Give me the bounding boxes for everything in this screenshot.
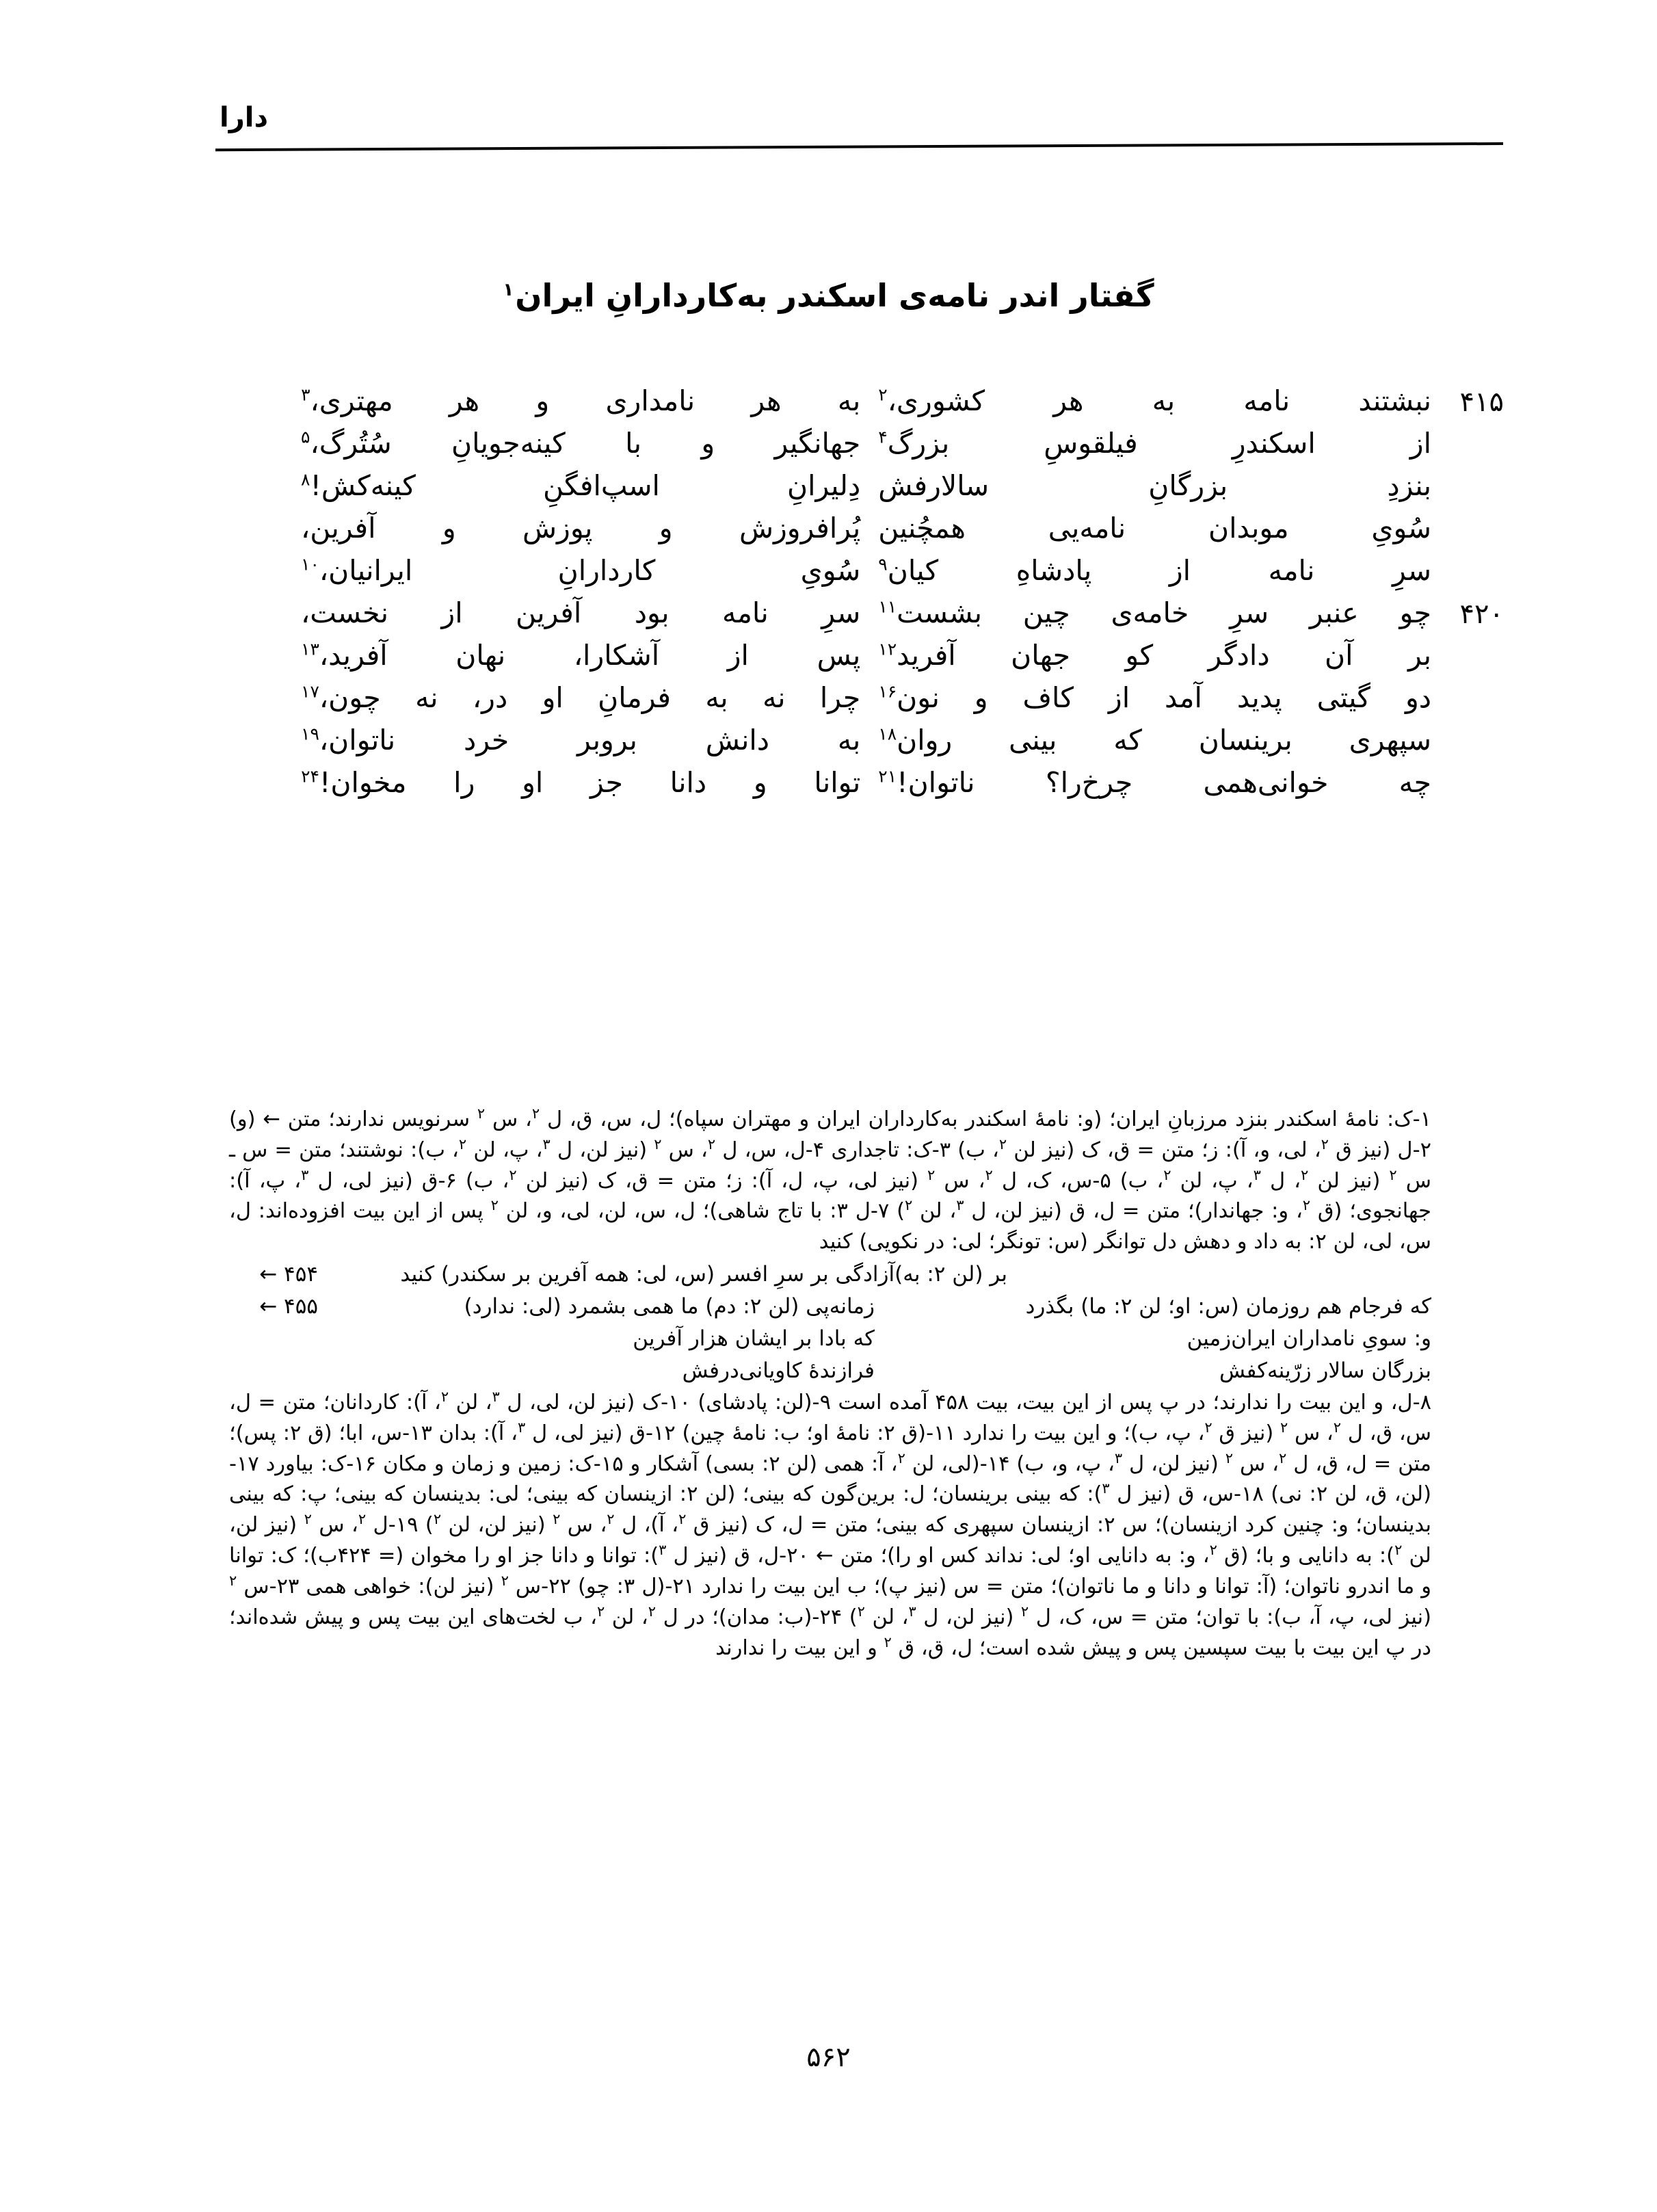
apparatus-paragraph-2: ۸-ل، و این بیت را ندارند؛ در پ پس از این بیت، بیت ۴۵۸ آمده است ۹-(لن: پادشای) ۱۰-ک (نیز لن، لی، ل $^۳$، لن $^۲$، آ): کاردانان؛ متن = ل، س، ق، ل $^۲$، س $^۲$ (نیز ق $^۲$، پ، ب)؛ و این بیت را ندارد ۱۱-(ق ۲: نامهٔ او؛ ب: نامهٔ چین) ۱۲-ق (نیز لی، ل $^۳$، آ): بدان ۱۳-س، ابا؛ (ق ۲: پس)؛ متن = ل، ق، ل $^۲$، س $^۲$ (نیز لن، ل $^۳$، پ، و، ب) ۱۴-(لی، لن $^۲$، آ: همی (لن ۲: بسی) آشکار و ۱۵-ک: زمین و زمان و مکان ۱۶-ک: بیاورد ۱۷-(لن، ق، لن ۲: نی) ۱۸-س، ق (نیز ل $^۳$): که بینی برینسان؛ ل: برین‌گون که بینی؛ (لن ۲: ازینسان که بینی؛ لی: بدینسان که بینی؛ پ: که بینی بدینسان؛ و: چنین کرد ازینسان)؛ س ۲: ازینسان سپهری که بینی؛ متن = ل، ک (نیز ق $^۲$، آ)، ل $^۲$، س $^۲$ (نیز لن، لن $^۲$) ۱۹-ل $^۲$، س $^۲$ (نیز لن، لن $^۲$): به دانایی و با؛ (ق $^۲$، و: به دانایی او؛ لی: نداند کس او را)؛ متن ← ۲۰-ل، ق (نیز ل $^۳$): توانا و دانا جز او را مخوان (= ۴۲۴ب)؛ ک: توانا و ما اندرو ناتوان؛ (آ: توانا و دانا و ما ناتوان)؛ متن = س (نیز پ)؛ ب این بیت را ندارد ۲۱-(ل ۳: چو) ۲۲-س $^۲$ (نیز لن): خواهی همی ۲۳-س $^۲$ (نیز لی، پ، آ، ب): با توان؛ متن = س، ک، ل $^۲$ (نیز لن، ل $^۳$، لن $^۲$) ۲۴-(ب: مدان)؛ در ل $^۲$، لن $^۲$، ب لخت‌های این بیت پس و پیش شده‌اند؛ در پ این بیت با بیت سپسین پس و پیش شده است؛ ل، ق، ق $^۲$ و این بیت را ندارند (229, 1388, 1432, 1660)
verse-word: نامه (721, 596, 769, 630)
section-title-note-marker: ۱ (503, 279, 514, 300)
verse-line (301, 471, 1431, 501)
siglum-superscript: ۲ (304, 1511, 312, 1528)
verse-word: از (1108, 681, 1130, 715)
verse-word: نهان (455, 639, 506, 672)
verse-line (301, 683, 1431, 713)
hemistich-first-words (878, 429, 1431, 458)
verse-word: سرِ (1230, 596, 1269, 630)
siglum-superscript: ۳ (1114, 1449, 1123, 1466)
verse-word: به (705, 681, 728, 715)
hemistich-second-words (301, 598, 860, 628)
verse-word: دِلیرانِ (787, 469, 861, 503)
siglum-superscript: ۲ (678, 1511, 687, 1528)
verse-word: نامه‌یی (1048, 512, 1126, 545)
hemistich-first-words (878, 471, 1431, 501)
footnote-marker: ۱۹ (301, 724, 319, 744)
siglum-superscript: ۲ (707, 1135, 716, 1153)
verse-number: ۴۱۵ (1459, 386, 1504, 418)
verse-line (301, 429, 1431, 458)
hemistich-first-words (878, 598, 1431, 628)
inset-verse-hemistichs (318, 1324, 1431, 1354)
inset-verse-line (229, 1324, 1431, 1354)
hemistich-second (301, 726, 860, 755)
verse-word: آشکارا، (573, 639, 660, 672)
footnote-marker: ۹ (878, 554, 888, 575)
siglum-superscript: ۲ (1321, 1135, 1329, 1153)
section-title-text: گفتار اندر نامه‌ی اسکندر به‌کاردارانِ ایران (515, 277, 1154, 314)
verse-word: پادشاهِ (1016, 554, 1092, 588)
verse-word: از (1409, 427, 1431, 460)
verse-word: چه (1398, 766, 1431, 800)
hemistich-second-words (301, 768, 860, 798)
hemistich-first-words (878, 641, 1431, 670)
verse-word: نامه (1268, 554, 1315, 588)
running-head: دارا (220, 102, 268, 133)
hemistich-first (860, 726, 1431, 755)
verse-word: سُتُرگ،$^۵$ (301, 427, 392, 460)
page-number: ۵۶۲ (806, 2042, 851, 2073)
siglum-superscript: ۲ (904, 1197, 913, 1214)
hemistich-second (301, 768, 860, 798)
siglum-superscript: ۲ (1279, 1449, 1287, 1466)
verse-word: جهان (1011, 639, 1070, 672)
siglum-superscript: ۲ (1389, 1166, 1397, 1183)
hemistich-second-words (301, 554, 861, 588)
verse-word: توانا (814, 766, 861, 800)
verse-word: پُرافروزش (739, 512, 861, 545)
verse-word: بر (1407, 639, 1431, 672)
siglum-superscript: ۲ (509, 1166, 517, 1183)
footnote-marker: ۲۴ (301, 766, 319, 787)
footnote-marker: ۱۶ (878, 681, 897, 702)
verse-word: به (1152, 384, 1176, 417)
hemistich-second-words (301, 386, 860, 416)
verse-word: نه (415, 681, 438, 715)
hemistich-second (301, 641, 860, 670)
verse-word: و (701, 427, 715, 460)
verse-word: جهانگیر (774, 427, 861, 460)
verse-word: ناتوان،$^{۱۹}$ (301, 724, 396, 757)
inset-hemistich-second: زمانه‌پی (لن ۲: دم) ما همی بشمرد (لی: ندارد) (464, 1294, 875, 1319)
verse-word: سُویِ (800, 554, 861, 588)
hemistich-first-words (878, 768, 1431, 798)
hemistich-second (301, 683, 860, 713)
verse-word: نامداری (605, 384, 695, 417)
verse-word: به (837, 724, 861, 757)
verse-word: بشست$^{۱۱}$ (878, 596, 982, 630)
verse-word: فیلقوسِ (1044, 427, 1138, 460)
verse-word: همچُنین (878, 512, 966, 545)
verse-word: چون،$^{۱۷}$ (301, 681, 381, 715)
apparatus-paragraph-1: ۱-ک: نامهٔ اسکندر بنزد مرزبانِ ایران؛ (و: نامهٔ اسکندر به‌کارداران ایران و مهتران سپاه)؛ ل، س، ق، ل $^۲$، س $^۲$ سرنویس ندارند؛ متن ← (و) ۲-ل (نیز ق $^۲$، لی، و، آ): ز؛ متن = ق، ک (نیز لن $^۲$، ب) ۳-ک: تاجداری ۴-ل، س، ل $^۲$، س $^۲$ (نیز لن، ل $^۳$، پ، لن $^۲$، ب): نوشتند؛ متن = س ـ س $^۲$ (نیز لن $^۲$، ل $^۳$، پ، لن $^۲$، ب) ۵-س، ک، ل $^۲$، س $^۲$ (نیز لی، پ، ل، آ): ز؛ متن = ق، ک (نیز لن $^۲$، ب) ۶-ق (نیز لی، ل $^۳$، پ، آ): جهانجوی؛ (ق $^۲$، و: جهاندار)؛ متن = ل، ق (نیز لن، ل $^۳$، لن $^۲$) ۷-ل ۳: با تاج شاهی)؛ ل، س، لن، لی، و، لن $^۲$ پس از این بیت افزوده‌اند: ل، س، لی، لن ۲: به داد و دهش دل توانگر (س: تونگر؛ لی: در نکویی) کنید (229, 1105, 1431, 1254)
siglum-superscript: ۲ (229, 1572, 237, 1589)
siglum-superscript: ۲ (553, 1511, 561, 1528)
verse-word: کاف (1022, 681, 1074, 715)
verse-word: دانا (670, 766, 707, 800)
siglum-superscript: ۲ (1020, 1603, 1029, 1620)
verse-word: با (625, 427, 642, 460)
verse-word: و (753, 766, 767, 800)
siglum-superscript: ۲ (440, 1388, 449, 1405)
hemistich-first-words (878, 683, 1431, 713)
verse-word: و (659, 512, 673, 545)
siglum-superscript: ۲ (458, 1135, 467, 1153)
inset-hemistich-first: بزرگان سالار زرّینه‌کفش (1219, 1358, 1431, 1383)
hemistich-second (301, 386, 860, 416)
verse-word: کیان$^۹$ (878, 554, 939, 588)
siglum-superscript: ۲ (1163, 1166, 1171, 1183)
verse-word: بزرگ$^۴$ (878, 427, 950, 460)
inset-hemistich-second: که بادا بر ایشان هزار آفرین (633, 1326, 875, 1352)
hemistich-first (860, 554, 1431, 588)
verse-word: خوانی‌همی (1203, 766, 1329, 800)
inset-verse-hemistichs (318, 1259, 1007, 1290)
header-rule (215, 142, 1503, 151)
verse-word: کشوری،$^۲$ (878, 384, 985, 417)
siglum-superscript: ۲ (985, 1166, 993, 1183)
verse-word: دادگر (1208, 639, 1270, 672)
siglum-superscript: ۳ (492, 1388, 500, 1405)
verse-word: که (1113, 724, 1142, 757)
verse-line (301, 641, 1431, 670)
footnote-marker: ۱۳ (301, 639, 319, 659)
siglum-superscript: ۲ (477, 1105, 486, 1122)
verse-word: نخست، (301, 596, 388, 630)
inset-hemistich-first: و: سویِ نامداران ایران‌زمین (1187, 1326, 1431, 1352)
verse-word: آن (1325, 639, 1353, 672)
verse-word: خرد (463, 724, 509, 757)
verse-word: و (535, 384, 550, 417)
verse-line (301, 514, 1431, 543)
footnote-marker: ۳ (301, 384, 310, 405)
verse-word: فرمانِ (598, 681, 671, 715)
siglum-superscript: ۳ (301, 1166, 309, 1183)
verse-word: او (522, 766, 544, 800)
verse-word: کاردارانِ (557, 554, 656, 588)
verse-word: سپهری (1349, 724, 1431, 757)
inset-verse-hemistichs (318, 1291, 1431, 1322)
hemistich-first (860, 471, 1431, 501)
verse-word: سرِ (821, 596, 861, 630)
hemistich-second (301, 514, 860, 543)
hemistich-first (860, 596, 1504, 631)
verse-word: نامه (1243, 384, 1290, 417)
verse-word: گیتی (1316, 681, 1371, 715)
verse-word: آمد (1165, 681, 1202, 715)
hemistich-first-words (878, 726, 1431, 755)
siglum-superscript: ۳ (1102, 1480, 1110, 1497)
verse-word: بینی (1009, 724, 1057, 757)
section-title (0, 274, 1657, 317)
hemistich-first-words (878, 386, 1431, 416)
footnote-marker: ۱۰ (301, 554, 319, 575)
siglum-superscript: ۲ (648, 1603, 656, 1620)
siglum-superscript: ۲ (531, 1105, 540, 1122)
hemistich-second (301, 471, 860, 501)
siglum-superscript: ۲ (1204, 1419, 1212, 1436)
verse-word: از (441, 596, 463, 630)
verse-word: موبدان (1208, 512, 1289, 545)
verse-word: را (453, 766, 475, 800)
hemistich-first (860, 429, 1431, 458)
hemistich-first (860, 514, 1431, 543)
hemistich-second-words (301, 429, 860, 458)
verse-word: بزرگانِ (1148, 469, 1228, 503)
inset-verse-line (229, 1259, 1431, 1290)
siglum-superscript: ۲ (884, 1633, 892, 1650)
running-head-area (215, 103, 1503, 145)
siglum-superscript: ۳ (908, 1603, 916, 1620)
footnote-marker: ۴ (878, 427, 888, 447)
verse-word: آفرین (516, 596, 582, 630)
hemistich-second-words (301, 683, 860, 713)
verse-word: نبشتند (1358, 384, 1431, 417)
verse-word: پس (817, 639, 861, 672)
siglum-superscript: ۲ (1333, 1419, 1342, 1436)
footnote-marker: ۱۸ (878, 724, 897, 744)
footnote-marker: ۵ (301, 427, 310, 447)
verse-word: اسکندرِ (1232, 427, 1316, 460)
verse-word: هر (1053, 384, 1084, 417)
footnote-marker: ۱۱ (878, 596, 897, 617)
verse-word: دو (1405, 681, 1431, 715)
siglum-superscript: ۲ (433, 1511, 442, 1528)
verse-word: هر (449, 384, 480, 417)
verse-word: عنبر (1309, 596, 1359, 630)
siglum-superscript: ۲ (490, 1197, 499, 1214)
inset-verse-line (229, 1291, 1431, 1322)
inset-verse-number: ۴۵۵ ← (259, 1294, 318, 1319)
siglum-superscript: ۳ (659, 1541, 667, 1558)
verse-line (301, 384, 1504, 418)
verse-word: ایرانیان،$^{۱۰}$ (301, 554, 413, 588)
footnote-marker: ۸ (301, 469, 310, 490)
inset-verse-line (229, 1356, 1431, 1386)
inset-hemistich-first: که فرجام هم روزمان (س: او؛ لن ۲: ما) بگذرد (1025, 1294, 1431, 1319)
verse-word: و (442, 512, 456, 545)
verse-word: نه (763, 681, 786, 715)
inset-hemistich-first: بر (لن ۲: به)آزادگی بر سرِ افسر (س، لی: همه آفرین بر سکندر) کنید (400, 1262, 1007, 1287)
siglum-superscript: ۲ (927, 1166, 936, 1183)
hemistich-second-words (301, 514, 860, 543)
siglum-superscript: ۲ (501, 1572, 509, 1589)
verse-word: آفرید$^{۱۲}$ (878, 639, 956, 672)
verse-word: نون$^{۱۶}$ (878, 681, 940, 715)
verse-line (301, 596, 1504, 631)
verse-word: کو (1125, 639, 1154, 672)
verse-word: آفرین، (301, 512, 376, 545)
footnote-marker: ۱۷ (301, 681, 319, 702)
verse-line (301, 726, 1431, 755)
siglum-superscript: ۲ (857, 1603, 865, 1620)
siglum-superscript: ۳ (956, 1197, 964, 1214)
footnote-apparatus (229, 1105, 1431, 1665)
verse-block (301, 384, 1504, 811)
inset-hemistich-second: فرازندهٔ کاویانی‌درفش (682, 1358, 875, 1383)
verse-line (301, 768, 1431, 798)
verse-word: پوزش (522, 512, 593, 545)
inset-verse-number: ۴۵۴ ← (259, 1262, 318, 1287)
verse-word: چرا (819, 681, 861, 715)
verse-word: خامه‌ی (1111, 596, 1189, 630)
verse-word: بروبر (577, 724, 637, 757)
verse-word: پدید (1236, 681, 1282, 715)
footnote-marker: ۱۲ (878, 639, 897, 659)
verse-word: اسپ‌افگنِ (543, 469, 660, 503)
hemistich-first (860, 768, 1431, 798)
verse-number: ۴۲۰ (1459, 598, 1504, 631)
verse-word: هر (751, 384, 782, 417)
siglum-superscript: ۲ (897, 1449, 905, 1466)
verse-word: از (727, 639, 749, 672)
inset-verse-hemistichs (318, 1356, 1431, 1386)
verse-word: چو (1399, 596, 1431, 630)
siglum-superscript: ۲ (1394, 1541, 1403, 1558)
verse-word: و (974, 681, 988, 715)
verse-word: چرخ‌را؟ (1045, 766, 1133, 800)
hemistich-first-words (878, 514, 1431, 543)
verse-word: سُویِ (1371, 512, 1431, 545)
verse-word: دانش (705, 724, 770, 757)
verse-word: مخوان!$^{۲۴}$ (301, 766, 407, 800)
siglum-superscript: ۲ (607, 1511, 615, 1528)
siglum-superscript: ۲ (1209, 1541, 1217, 1558)
verse-word: از (1169, 554, 1191, 588)
hemistich-first (860, 384, 1504, 418)
hemistich-second-words (301, 471, 860, 501)
hemistich-first-words (878, 554, 1431, 588)
siglum-superscript: ۲ (654, 1135, 662, 1153)
verse-word: بود (634, 596, 670, 630)
siglum-superscript: ۲ (1301, 1166, 1309, 1183)
verse-word: ناتوان!$^{۲۱}$ (878, 766, 975, 800)
footnote-marker: ۲۱ (878, 766, 897, 787)
inset-verse-citations (229, 1259, 1431, 1386)
verse-word: بنزدِ (1387, 469, 1431, 503)
siglum-superscript: ۲ (1302, 1197, 1311, 1214)
siglum-superscript: ۳ (517, 1419, 526, 1436)
siglum-superscript: ۳ (542, 1135, 551, 1153)
hemistich-second-words (301, 726, 860, 755)
siglum-superscript: ۳ (1253, 1166, 1261, 1183)
verse-word: سرِ (1392, 554, 1431, 588)
hemistich-first (860, 641, 1431, 670)
siglum-superscript: ۲ (1225, 1449, 1234, 1466)
verse-word: روان$^{۱۸}$ (878, 724, 953, 757)
verse-word: در، (472, 681, 508, 715)
verse-word: سالارفش (878, 469, 990, 503)
verse-word: برینسان (1198, 724, 1293, 757)
footnote-marker: ۲ (878, 384, 888, 405)
verse-word: مهتری،$^۳$ (301, 384, 393, 417)
verse-word: جز (589, 766, 623, 800)
verse-word: او (542, 681, 564, 715)
verse-word: آفرید،$^{۱۳}$ (301, 639, 388, 672)
verse-word: کینه‌جویانِ (451, 427, 566, 460)
verse-word: کینه‌کش!$^۸$ (301, 469, 416, 503)
hemistich-first (860, 683, 1431, 713)
hemistich-second (301, 554, 861, 588)
verse-line (301, 554, 1431, 588)
verse-word: چین (1022, 596, 1070, 630)
hemistich-second (301, 598, 860, 628)
siglum-superscript: ۲ (596, 1603, 605, 1620)
hemistich-second (301, 429, 860, 458)
verse-word: به (837, 384, 861, 417)
siglum-superscript: ۲ (358, 1511, 367, 1528)
hemistich-second-words (301, 641, 860, 670)
siglum-superscript: ۲ (998, 1135, 1007, 1153)
siglum-superscript: ۲ (1280, 1419, 1288, 1436)
